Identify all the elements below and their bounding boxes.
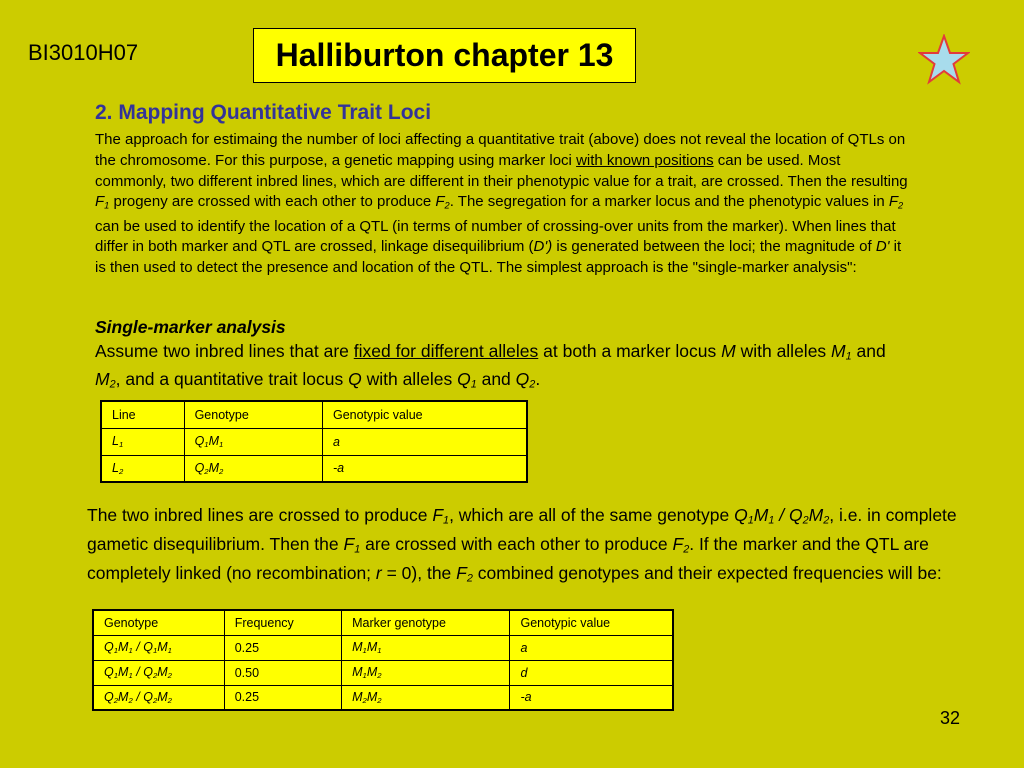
line-cell: $L_2$ [101, 455, 184, 482]
table-row [101, 455, 527, 482]
inbred-lines-table [100, 400, 528, 483]
column-header: Genotypic value [322, 401, 527, 428]
value-cell: a [322, 428, 527, 455]
table-header-row [101, 401, 527, 428]
genotype-cell: $Q_2M_2$ [184, 455, 322, 482]
frequency-cell: 0.25 [224, 685, 341, 710]
section-heading: 2. Mapping Quantitative Trait Loci [95, 101, 432, 124]
marker-genotype-cell: $M_2M_2$ [342, 685, 510, 710]
star-icon[interactable] [918, 34, 970, 86]
known-positions-link: with known positions [576, 151, 714, 169]
value-cell: a [510, 635, 673, 660]
table-row [93, 635, 673, 660]
table-header-row [93, 610, 673, 635]
value-cell: d [510, 660, 673, 685]
marker-genotype-cell: $M_1M_2$ [342, 660, 510, 685]
genotype-cell: $Q_1M_1 / Q_2M_2$ [93, 660, 224, 685]
column-header: Genotype [93, 610, 224, 635]
frequency-cell: 0.50 [224, 660, 341, 685]
table-row [101, 428, 527, 455]
genotype-cell: $Q_2M_2 / Q_2M_2$ [93, 685, 224, 710]
single-marker-title: Single-marker analysis [95, 317, 286, 337]
intro-paragraph: The approach for estimaing the number of loci affecting a quantitative trait (above) does not reveal the location of QTLs on the chromosome. For this purpose, a genetic mapping using marker loci with known positions can be used. Most commonly, two different inbred lines, which are different in their phenotypic value for a trait, are crossed. Then the resulting $F_1$ progeny are crossed with each other to produce $F_2$. The segregation for a marker locus and the phenotypic values in $F_2$ can be used to identify the location of a QTL (in terms of number of crossing-over units from the marker). When lines that differ in both marker and QTL are crossed, linkage disequilibrium (D') is generated between the loci; the magnitude of D' it is then used to detect the presence and location of the QTL. The simplest approach is the "single-marker analysis": [95, 131, 908, 277]
table-row [93, 685, 673, 710]
slide-title [253, 28, 636, 83]
frequency-cell: 0.25 [224, 635, 341, 660]
f2-genotypes-table [92, 609, 674, 711]
marker-genotype-cell: $M_1M_1$ [342, 635, 510, 660]
column-header: Genotype [184, 401, 322, 428]
column-header: Line [101, 401, 184, 428]
page-number: 32 [940, 708, 961, 728]
value-cell: -a [322, 455, 527, 482]
cross-paragraph: The two inbred lines are crossed to produce $F_1$, which are all of the same genotype $Q_1M_1 / Q_2M_2$, i.e. in complete gametic disequilibrium. Then the $F_1$ are crossed with each other to produce $F_2$. If the marker and the QTL are completely linked (no recombination; r = 0), the $F_2$ combined genotypes and their expected frequencies will be: [87, 505, 957, 586]
genotype-cell: $Q_1M_1$ [184, 428, 322, 455]
single-marker-text: Assume two inbred lines that are fixed for different alleles at both a marker locus M with alleles $M_1$ and $M_2$, and a quantitative trait locus Q with alleles $Q_1$ and $Q_2$. [95, 341, 886, 391]
table-row [93, 660, 673, 685]
column-header: Genotypic value [510, 610, 673, 635]
genotype-cell: $Q_1M_1 / Q_1M_1$ [93, 635, 224, 660]
course-code: BI3010H07 [28, 40, 139, 65]
slide-title-text: Halliburton chapter 13 [275, 37, 614, 73]
column-header: Frequency [224, 610, 341, 635]
line-cell: $L_1$ [101, 428, 184, 455]
column-header: Marker genotype [342, 610, 510, 635]
value-cell: -a [510, 685, 673, 710]
